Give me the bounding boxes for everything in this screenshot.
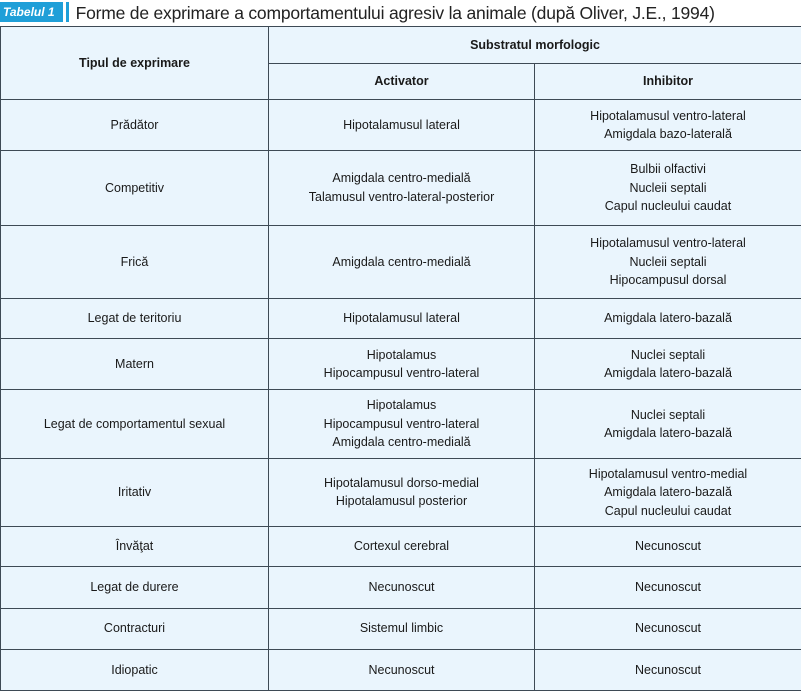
activator-line: Cortexul cerebral: [353, 539, 450, 554]
cell-inhibitor: [535, 567, 801, 608]
inhibitor-line: Nucleii septali: [629, 180, 707, 195]
cell-inhibitor: [535, 458, 801, 526]
table-row: [1, 458, 801, 526]
cell-activator: [269, 527, 535, 567]
activator-line: Hipotalamus: [366, 398, 437, 413]
cell-activator: [269, 298, 535, 338]
table-row: [1, 567, 801, 608]
inhibitor-line: Nucleii septali: [629, 254, 707, 269]
table-row: [1, 100, 801, 151]
cell-activator: [269, 151, 535, 225]
cell-activator: [269, 649, 535, 690]
inhibitor-line: Necunoscut: [634, 621, 701, 636]
inhibitor-line: Necunoscut: [634, 580, 701, 595]
activator-line: Necunoscut: [368, 662, 435, 677]
inhibitor-line: Nuclei septali: [630, 407, 706, 422]
cell-type: Legat de comportamentul sexual: [1, 390, 269, 458]
cell-activator: [269, 100, 535, 151]
activator-line: Hipocampusul ventro-lateral: [323, 416, 480, 431]
activator-line: Amigdala centro-medială: [332, 171, 471, 186]
table-row: [1, 298, 801, 338]
cell-type: Legat de durere: [1, 567, 269, 608]
cell-inhibitor: [535, 608, 801, 649]
activator-line: Hipocampusul ventro-lateral: [323, 366, 480, 381]
cell-type: Legat de teritoriu: [1, 298, 269, 338]
cell-activator: [269, 225, 535, 298]
inhibitor-line: Capul nucleului caudat: [604, 503, 732, 518]
cell-type: Competitiv: [1, 151, 269, 225]
activator-line: Hipotalamusul lateral: [343, 117, 460, 132]
cell-activator: [269, 567, 535, 608]
cell-inhibitor: [535, 225, 801, 298]
inhibitor-line: Amigdala latero-bazală: [604, 311, 732, 326]
inhibitor-line: Amigdala latero-bazală: [604, 426, 732, 441]
cell-activator: [269, 390, 535, 458]
inhibitor-line: Necunoscut: [634, 662, 701, 677]
cell-activator: [269, 339, 535, 390]
activator-line: Hipotalamusul lateral: [343, 311, 460, 326]
aggression-table: [0, 26, 801, 691]
cell-type: Idiopatic: [1, 649, 269, 690]
cell-type: Contracturi: [1, 608, 269, 649]
table-row: [1, 649, 801, 690]
activator-line: Hipotalamusul dorso-medial: [324, 475, 479, 490]
activator-line: Hipotalamus: [366, 347, 437, 362]
table-title: Forme de exprimare a comportamentului agresiv la animale (după Oliver, J.E., 1994): [75, 2, 715, 23]
cell-inhibitor: [535, 390, 801, 458]
cell-inhibitor: [535, 100, 801, 151]
cell-type: Prădător: [1, 100, 269, 151]
activator-line: Talamusul ventro-lateral-posterior: [308, 189, 495, 204]
activator-line: Necunoscut: [368, 580, 435, 595]
table-row: [1, 339, 801, 390]
badge-divider: [66, 2, 69, 22]
table-row: [1, 225, 801, 298]
activator-line: Amigdala centro-medială: [332, 254, 471, 269]
cell-inhibitor: [535, 649, 801, 690]
inhibitor-line: Hipocampusul dorsal: [609, 273, 727, 288]
cell-type: Învăţat: [1, 527, 269, 567]
header-activator: Activator: [269, 64, 535, 100]
cell-inhibitor: [535, 339, 801, 390]
cell-type: Frică: [1, 225, 269, 298]
table-caption: [0, 0, 801, 26]
table-row: [1, 390, 801, 458]
inhibitor-line: Hipotalamusul ventro-lateral: [590, 236, 746, 251]
activator-line: Amigdala centro-medială: [332, 435, 471, 450]
cell-activator: [269, 458, 535, 526]
inhibitor-line: Amigdala latero-bazală: [604, 485, 732, 500]
cell-type: Matern: [1, 339, 269, 390]
cell-type: Iritativ: [1, 458, 269, 526]
table-row: [1, 527, 801, 567]
table-number-badge: Tabelul 1: [0, 2, 63, 22]
inhibitor-line: Capul nucleului caudat: [604, 199, 732, 214]
activator-line: Hipotalamusul posterior: [335, 494, 468, 509]
header-substrate: Substratul morfologic: [269, 27, 801, 64]
inhibitor-line: Amigdala bazo-laterală: [604, 127, 732, 142]
table-row: [1, 608, 801, 649]
inhibitor-line: Nuclei septali: [630, 347, 706, 362]
cell-inhibitor: [535, 298, 801, 338]
inhibitor-line: Amigdala latero-bazală: [604, 366, 732, 381]
cell-inhibitor: [535, 527, 801, 567]
inhibitor-line: Bulbii olfactivi: [630, 162, 706, 177]
header-inhibitor: Inhibitor: [535, 64, 801, 100]
table-body: [1, 100, 801, 691]
cell-activator: [269, 608, 535, 649]
table-row: [1, 151, 801, 225]
inhibitor-line: Hipotalamusul ventro-medial: [588, 466, 748, 481]
header-type: Tipul de exprimare: [1, 27, 269, 100]
inhibitor-line: Hipotalamusul ventro-lateral: [590, 108, 746, 123]
cell-inhibitor: [535, 151, 801, 225]
inhibitor-line: Necunoscut: [634, 539, 701, 554]
activator-line: Sistemul limbic: [359, 621, 444, 636]
